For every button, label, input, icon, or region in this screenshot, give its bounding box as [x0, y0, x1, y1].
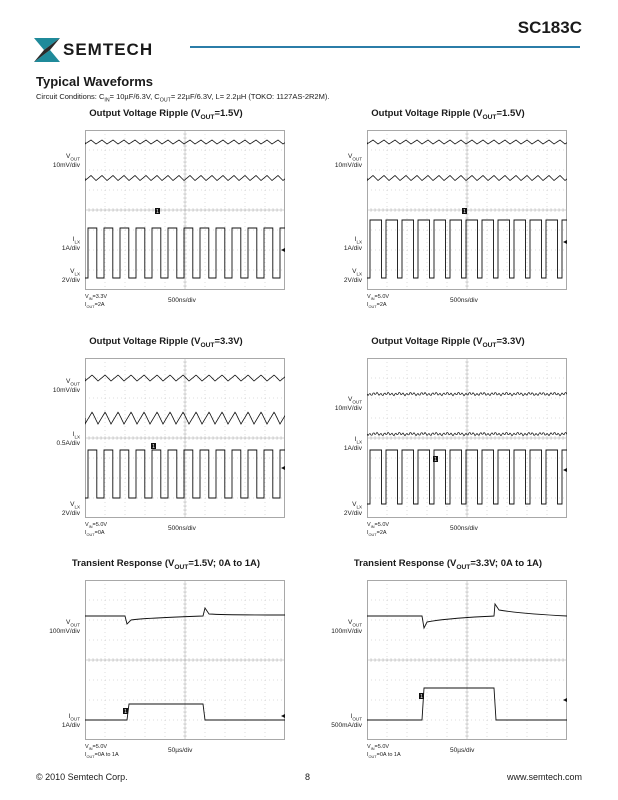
test-conditions: $V_{IN}=5.0V$ $I_{OUT}=2A$ — [367, 522, 390, 538]
page-number: 8 — [305, 772, 311, 782]
channel-label: $I_{LX}$ 0.5A/div — [56, 431, 80, 447]
channel-label: $V_{OUT}$ 100mV/div — [49, 619, 80, 635]
trigger-level-arrow — [563, 698, 567, 702]
test-conditions: $V_{IN}=5.0V$ $I_{OUT}=0A$ to 1A — [367, 744, 401, 760]
panel-title: Output Voltage Ripple $(V_{OUT}=1.5V)$ — [89, 108, 243, 121]
scope-panel-4 — [318, 336, 578, 566]
panel-title: Transient Response ($V_{OUT}=1.5V$; 0A to 1A) — [71, 558, 261, 571]
website: www.semtech.com — [506, 772, 582, 782]
trigger-level-arrow — [281, 466, 285, 470]
channel-label: $V_{OUT}$ 10mV/div — [334, 153, 362, 169]
oscilloscope-screen — [367, 580, 567, 740]
oscilloscope-screen — [85, 358, 285, 518]
timebase-label: 50µs/div — [450, 747, 475, 754]
panel-title: Transient Response ($V_{OUT}=3.3V$; 0A to 1A) — [353, 558, 543, 571]
part-number: SC183C — [517, 18, 582, 37]
channel-marker-label: 1 — [420, 694, 423, 700]
trigger-level-arrow — [281, 248, 285, 252]
channel-label: $I_{LX}$ 1A/div — [61, 236, 80, 252]
channel-label: $I_{OUT}$ 500mA/div — [331, 713, 362, 729]
channel-label: $V_{OUT}$ 10mV/div — [52, 378, 80, 394]
oscilloscope-screen — [367, 358, 567, 518]
channel-label: $V_{LX}$ 2V/div — [343, 268, 362, 284]
panel-title: Output Voltage Ripple $(V_{OUT}=3.3V)$ — [89, 336, 243, 349]
channel-marker-label: 1 — [156, 209, 159, 215]
channel-marker-label: 1 — [124, 709, 127, 715]
channel-marker-label: 1 — [434, 457, 437, 463]
scope-panel-3 — [36, 336, 296, 566]
timebase-label: 500ns/div — [450, 297, 478, 304]
channel-label: $V_{LX}$ 2V/div — [61, 501, 80, 517]
channel-label: $V_{OUT}$ 10mV/div — [52, 153, 80, 169]
channel-label: $I_{OUT}$ 1A/div — [61, 713, 80, 729]
trigger-level-arrow — [281, 714, 285, 718]
timebase-label: 500ns/div — [168, 525, 196, 532]
circuit-conditions: Circuit Conditions: $C_{IN}= 10\mu F/6.3V$, $C_{OUT}= 22\mu F/6.3V$, L= 2.2µH (TOKO: 1127AS-2R2M). — [36, 92, 330, 104]
brand-name: SEMTECH — [63, 40, 154, 59]
semtech-logo — [34, 38, 153, 62]
scope-panel-5 — [36, 558, 296, 788]
scope-panel-2 — [318, 108, 578, 338]
test-conditions: $V_{IN}=5.0V$ $I_{OUT}=0A$ to 1A — [85, 744, 119, 760]
semtech-logo-icon — [34, 38, 60, 62]
timebase-label: 50µs/div — [168, 747, 193, 754]
oscilloscope-screen — [85, 580, 285, 740]
panel-title: Output Voltage Ripple $(V_{OUT}=3.3V)$ — [371, 336, 525, 349]
channel-marker-label: 1 — [152, 444, 155, 450]
channel-label: $V_{LX}$ 2V/div — [61, 268, 80, 284]
channel-label: $I_{LX}$ 1A/div — [343, 236, 362, 252]
channel-label: $V_{OUT}$ 100mV/div — [331, 619, 362, 635]
panel-title: Output Voltage Ripple $(V_{OUT}=1.5V)$ — [371, 108, 525, 121]
timebase-label: 500ns/div — [450, 525, 478, 532]
oscilloscope-screen — [85, 130, 285, 290]
channel-marker-label: 1 — [463, 209, 466, 215]
trigger-level-arrow — [563, 240, 567, 244]
channel-label: $V_{LX}$ 2V/div — [343, 501, 362, 517]
scope-panel-1 — [36, 108, 296, 338]
channel-label: $V_{OUT}$ 10mV/div — [334, 396, 362, 412]
test-conditions: $V_{IN}=5.0V$ $I_{OUT}=2A$ — [367, 294, 390, 310]
timebase-label: 500ns/div — [168, 297, 196, 304]
header-rule — [190, 46, 580, 48]
scope-panel-6 — [318, 558, 578, 788]
section-title: Typical Waveforms — [36, 74, 154, 89]
test-conditions: $V_{IN}=3.3V$ $I_{OUT}=2A$ — [85, 294, 108, 310]
copyright: © 2010 Semtech Corp. — [36, 772, 128, 782]
oscilloscope-screen — [367, 130, 567, 290]
trigger-level-arrow — [563, 468, 567, 472]
test-conditions: $V_{IN}=5.0V$ $I_{OUT}=0A$ — [85, 522, 108, 538]
channel-label: $I_{LX}$ 1A/div — [343, 436, 362, 452]
